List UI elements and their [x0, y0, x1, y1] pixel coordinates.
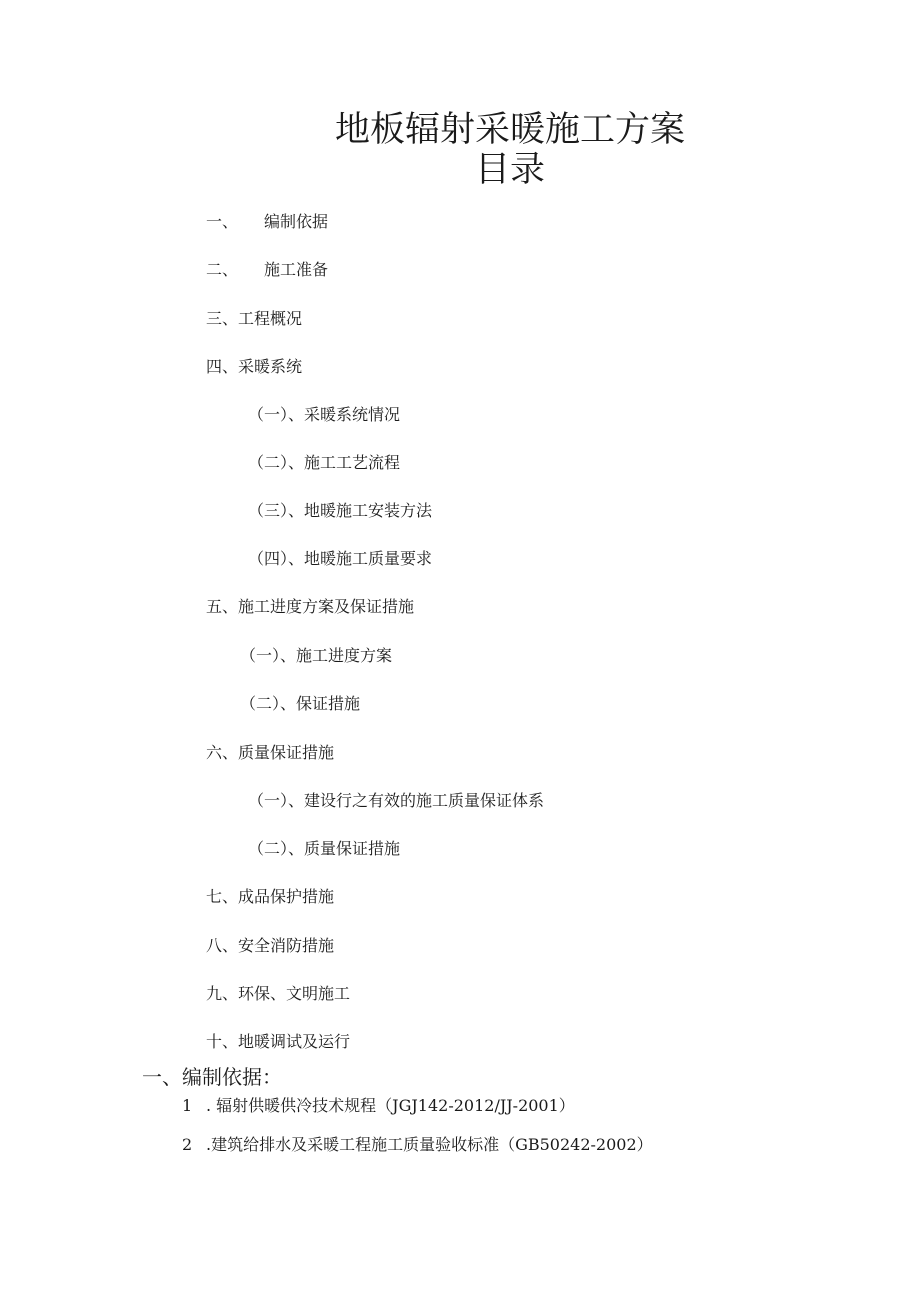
section-heading: 一、编制依据： [142, 1065, 282, 1089]
toc-item-label: 质量保证措施 [238, 743, 335, 762]
toc-item [206, 356, 302, 378]
reference-number: 2 [182, 1135, 193, 1154]
toc-subitem [248, 452, 400, 474]
toc-item-label: 采暖系统情况 [304, 405, 401, 424]
toc-item-number: 六、 [206, 743, 239, 762]
toc-item-label: 施工工艺流程 [304, 453, 401, 472]
toc-item-label: 质量保证措施 [304, 839, 401, 858]
toc-item [206, 259, 328, 281]
toc-item-label: 建设行之有效的施工质量保证体系 [304, 791, 545, 810]
toc-item [206, 742, 334, 764]
toc-item-label: 地暖施工安装方法 [304, 501, 433, 520]
toc-item-label: 采暖系统 [238, 357, 303, 376]
toc-item-number: 九、 [206, 984, 239, 1003]
toc-item-label: 施工准备 [264, 260, 329, 279]
toc-item-label: 工程概况 [238, 309, 303, 328]
toc-item-number: 三、 [206, 309, 239, 328]
toc-item-number: 一、 [206, 212, 239, 231]
reference-item [182, 1134, 653, 1156]
toc-item-label: 安全消防措施 [238, 936, 335, 955]
toc-subitem [248, 500, 432, 522]
reference-item [182, 1095, 575, 1117]
toc-subitem [240, 693, 360, 715]
toc-item-number: 四、 [206, 357, 239, 376]
toc-subitem [248, 790, 544, 812]
reference-text: . 辐射供暖供冷技术规程（JGJ142-2012/JJ-2001） [206, 1096, 575, 1115]
toc-item-number: 十、 [206, 1032, 239, 1051]
toc-subitem [240, 645, 392, 667]
toc-item [206, 596, 414, 618]
toc-item-label: 保证措施 [296, 694, 361, 713]
reference-text: .建筑给排水及采暖工程施工质量验收标准（GB50242-2002） [206, 1135, 653, 1154]
toc-item [206, 983, 350, 1005]
toc-item-number: 二、 [206, 260, 239, 279]
toc-item-number: 五、 [206, 597, 239, 616]
reference-number: 1 [182, 1096, 193, 1115]
toc-item-label: 地暖调试及运行 [238, 1032, 351, 1051]
toc-subitem [248, 548, 432, 570]
toc-item-number: （四）、 [248, 549, 305, 568]
toc-item-number: （二）、 [248, 453, 305, 472]
toc-item-number: （二）、 [240, 694, 297, 713]
toc-item-label: 地暖施工质量要求 [304, 549, 433, 568]
toc-item-number: 八、 [206, 936, 239, 955]
toc-item-label: 施工进度方案 [296, 646, 393, 665]
toc-item-number: （一）、 [248, 405, 305, 424]
toc-item-label: 施工进度方案及保证措施 [238, 597, 415, 616]
document-title: 地板辐射采暖施工方案 [334, 110, 685, 150]
toc-item [206, 211, 328, 233]
toc-item-number: （一）、 [248, 791, 305, 810]
toc-item-label: 环保、文明施工 [238, 984, 351, 1003]
toc-item-label: 编制依据 [264, 212, 329, 231]
toc-item-label: 成品保护措施 [238, 887, 335, 906]
toc-subitem [248, 404, 400, 426]
toc-item-number: 七、 [206, 887, 239, 906]
toc-item-number: （一）、 [240, 646, 297, 665]
toc-item [206, 1031, 350, 1053]
toc-item [206, 308, 302, 330]
toc-item [206, 935, 334, 957]
toc-item [206, 886, 334, 908]
toc-subitem [248, 838, 400, 860]
toc-item-number: （二）、 [248, 839, 305, 858]
toc-title: 目录 [474, 150, 545, 190]
toc-item-number: （三）、 [248, 501, 305, 520]
